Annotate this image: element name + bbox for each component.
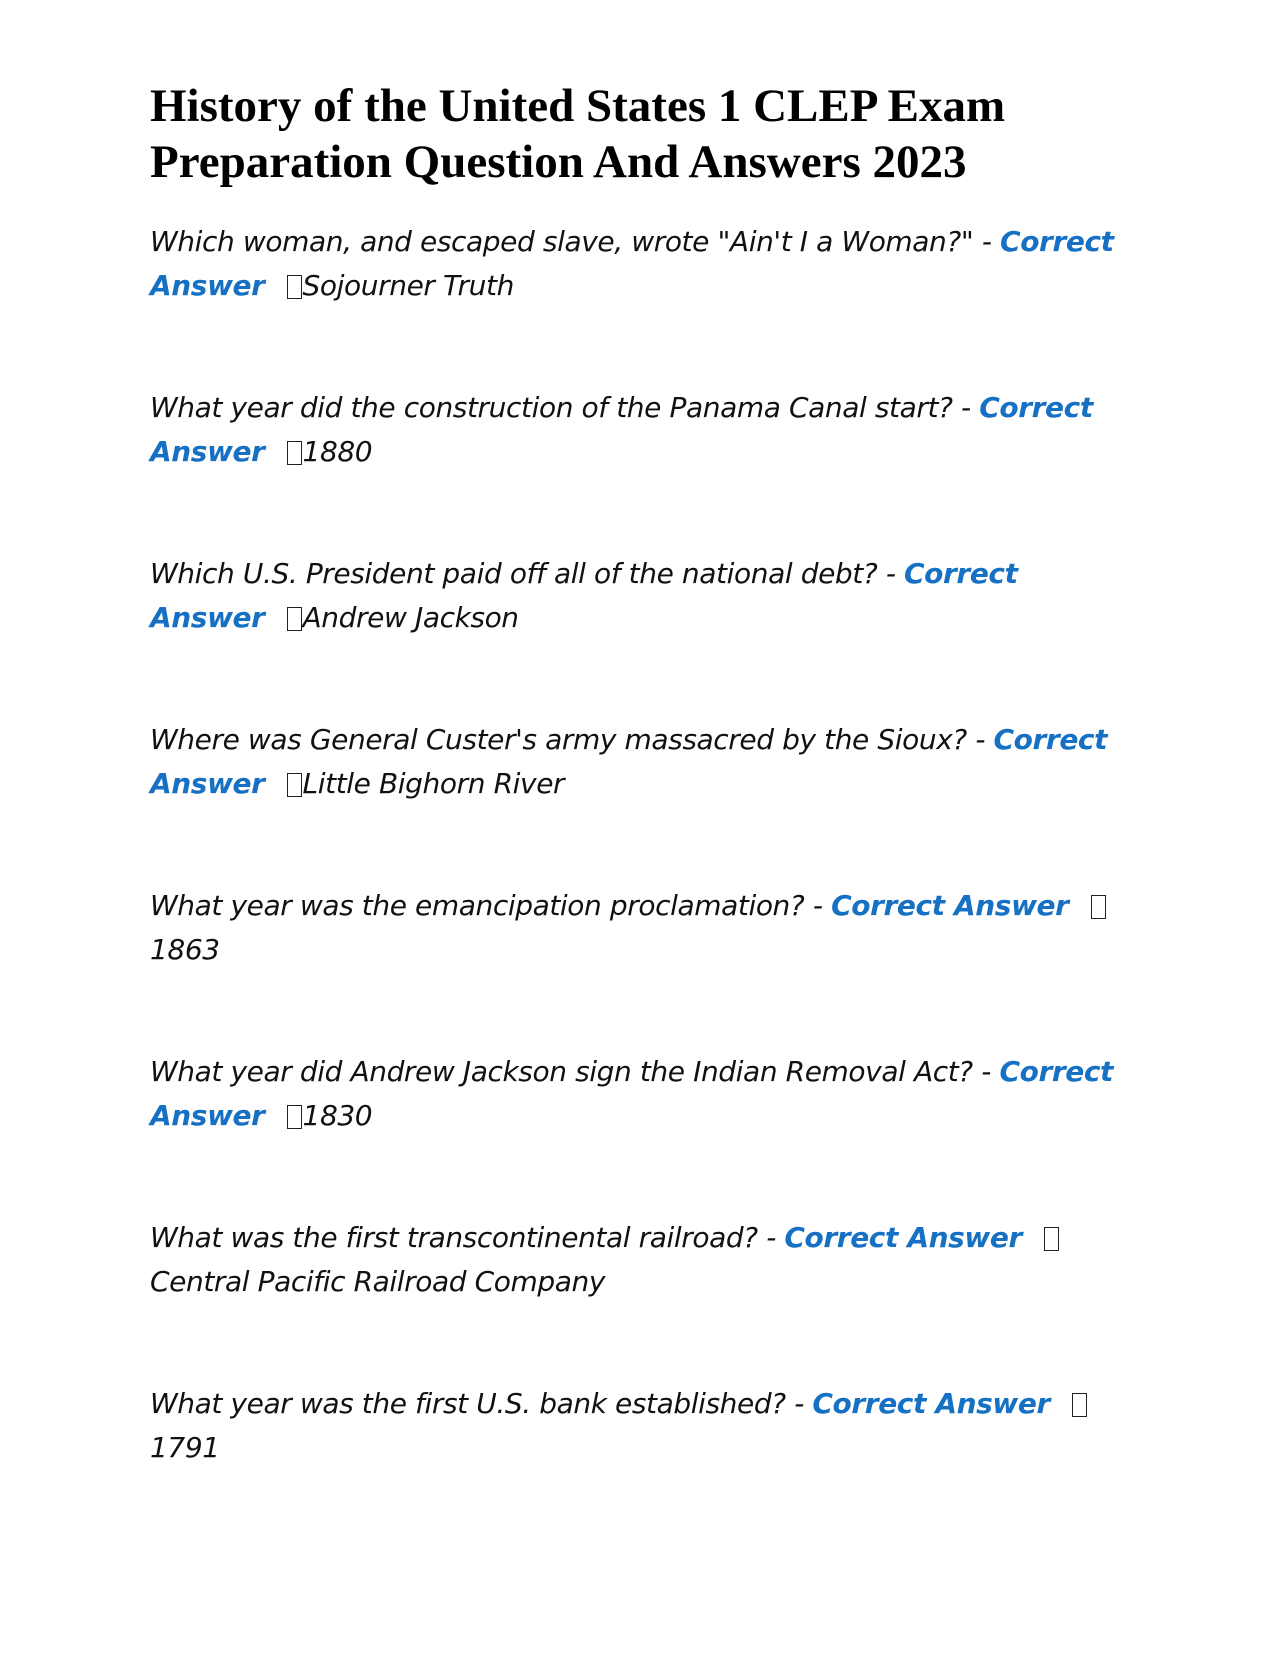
answer-text: Little Bighorn River bbox=[302, 767, 565, 800]
question-text: Which woman, and escaped slave, wrote "Ain't I a Woman?" - bbox=[150, 225, 1001, 258]
box-icon bbox=[287, 607, 302, 631]
box-icon bbox=[287, 773, 302, 797]
qa-item-3 bbox=[150, 552, 1140, 640]
box-icon bbox=[287, 441, 302, 465]
answer-text: Andrew Jackson bbox=[302, 601, 519, 634]
box-icon bbox=[287, 275, 302, 299]
answer-text: 1830 bbox=[302, 1099, 373, 1132]
document-title: History of the United States 1 CLEP Exam Preparation Question And Answers 2023 bbox=[150, 80, 1006, 188]
qa-item-1 bbox=[150, 220, 1140, 308]
answer-text: Sojourner Truth bbox=[302, 269, 514, 302]
qa-item-2 bbox=[150, 386, 1140, 474]
box-icon bbox=[1044, 1227, 1059, 1251]
question-text: What year was the emancipation proclamation? - bbox=[150, 889, 832, 922]
qa-item-8 bbox=[150, 1382, 1140, 1470]
correct-answer-label: Correct Answer bbox=[150, 557, 1018, 634]
qa-item-4 bbox=[150, 718, 1140, 806]
qa-item-7 bbox=[150, 1216, 1140, 1304]
correct-answer-label: Correct Answer bbox=[812, 1387, 1050, 1420]
correct-answer-label: Correct Answer bbox=[784, 1221, 1022, 1254]
correct-answer-label: Correct Answer bbox=[150, 391, 1093, 468]
box-icon bbox=[287, 1105, 302, 1129]
correct-answer-label: Correct Answer bbox=[150, 1055, 1114, 1132]
correct-answer-label: Correct Answer bbox=[150, 723, 1108, 800]
qa-item-5 bbox=[150, 884, 1140, 972]
qa-item-6 bbox=[150, 1050, 1140, 1138]
box-icon bbox=[1091, 895, 1106, 919]
answer-text: Central Pacific Railroad Company bbox=[150, 1265, 606, 1298]
question-text: What was the first transcontinental railroad? - bbox=[150, 1221, 785, 1254]
answer-text: 1791 bbox=[150, 1431, 220, 1464]
question-text: What year did Andrew Jackson sign the Indian Removal Act? - bbox=[150, 1055, 1000, 1088]
document-page bbox=[150, 78, 1140, 1548]
question-text: What year was the first U.S. bank established? - bbox=[150, 1387, 813, 1420]
answer-text: 1863 bbox=[150, 933, 220, 966]
question-text: What year did the construction of the Panama Canal start? - bbox=[150, 391, 980, 424]
correct-answer-label: Correct Answer bbox=[831, 889, 1069, 922]
question-text: Which U.S. President paid off all of the national debt? - bbox=[150, 557, 905, 590]
question-text: Where was General Custer's army massacred by the Sioux? - bbox=[150, 723, 994, 756]
correct-answer-label: Correct Answer bbox=[150, 225, 1114, 302]
answer-text: 1880 bbox=[302, 435, 373, 468]
box-icon bbox=[1072, 1393, 1087, 1417]
